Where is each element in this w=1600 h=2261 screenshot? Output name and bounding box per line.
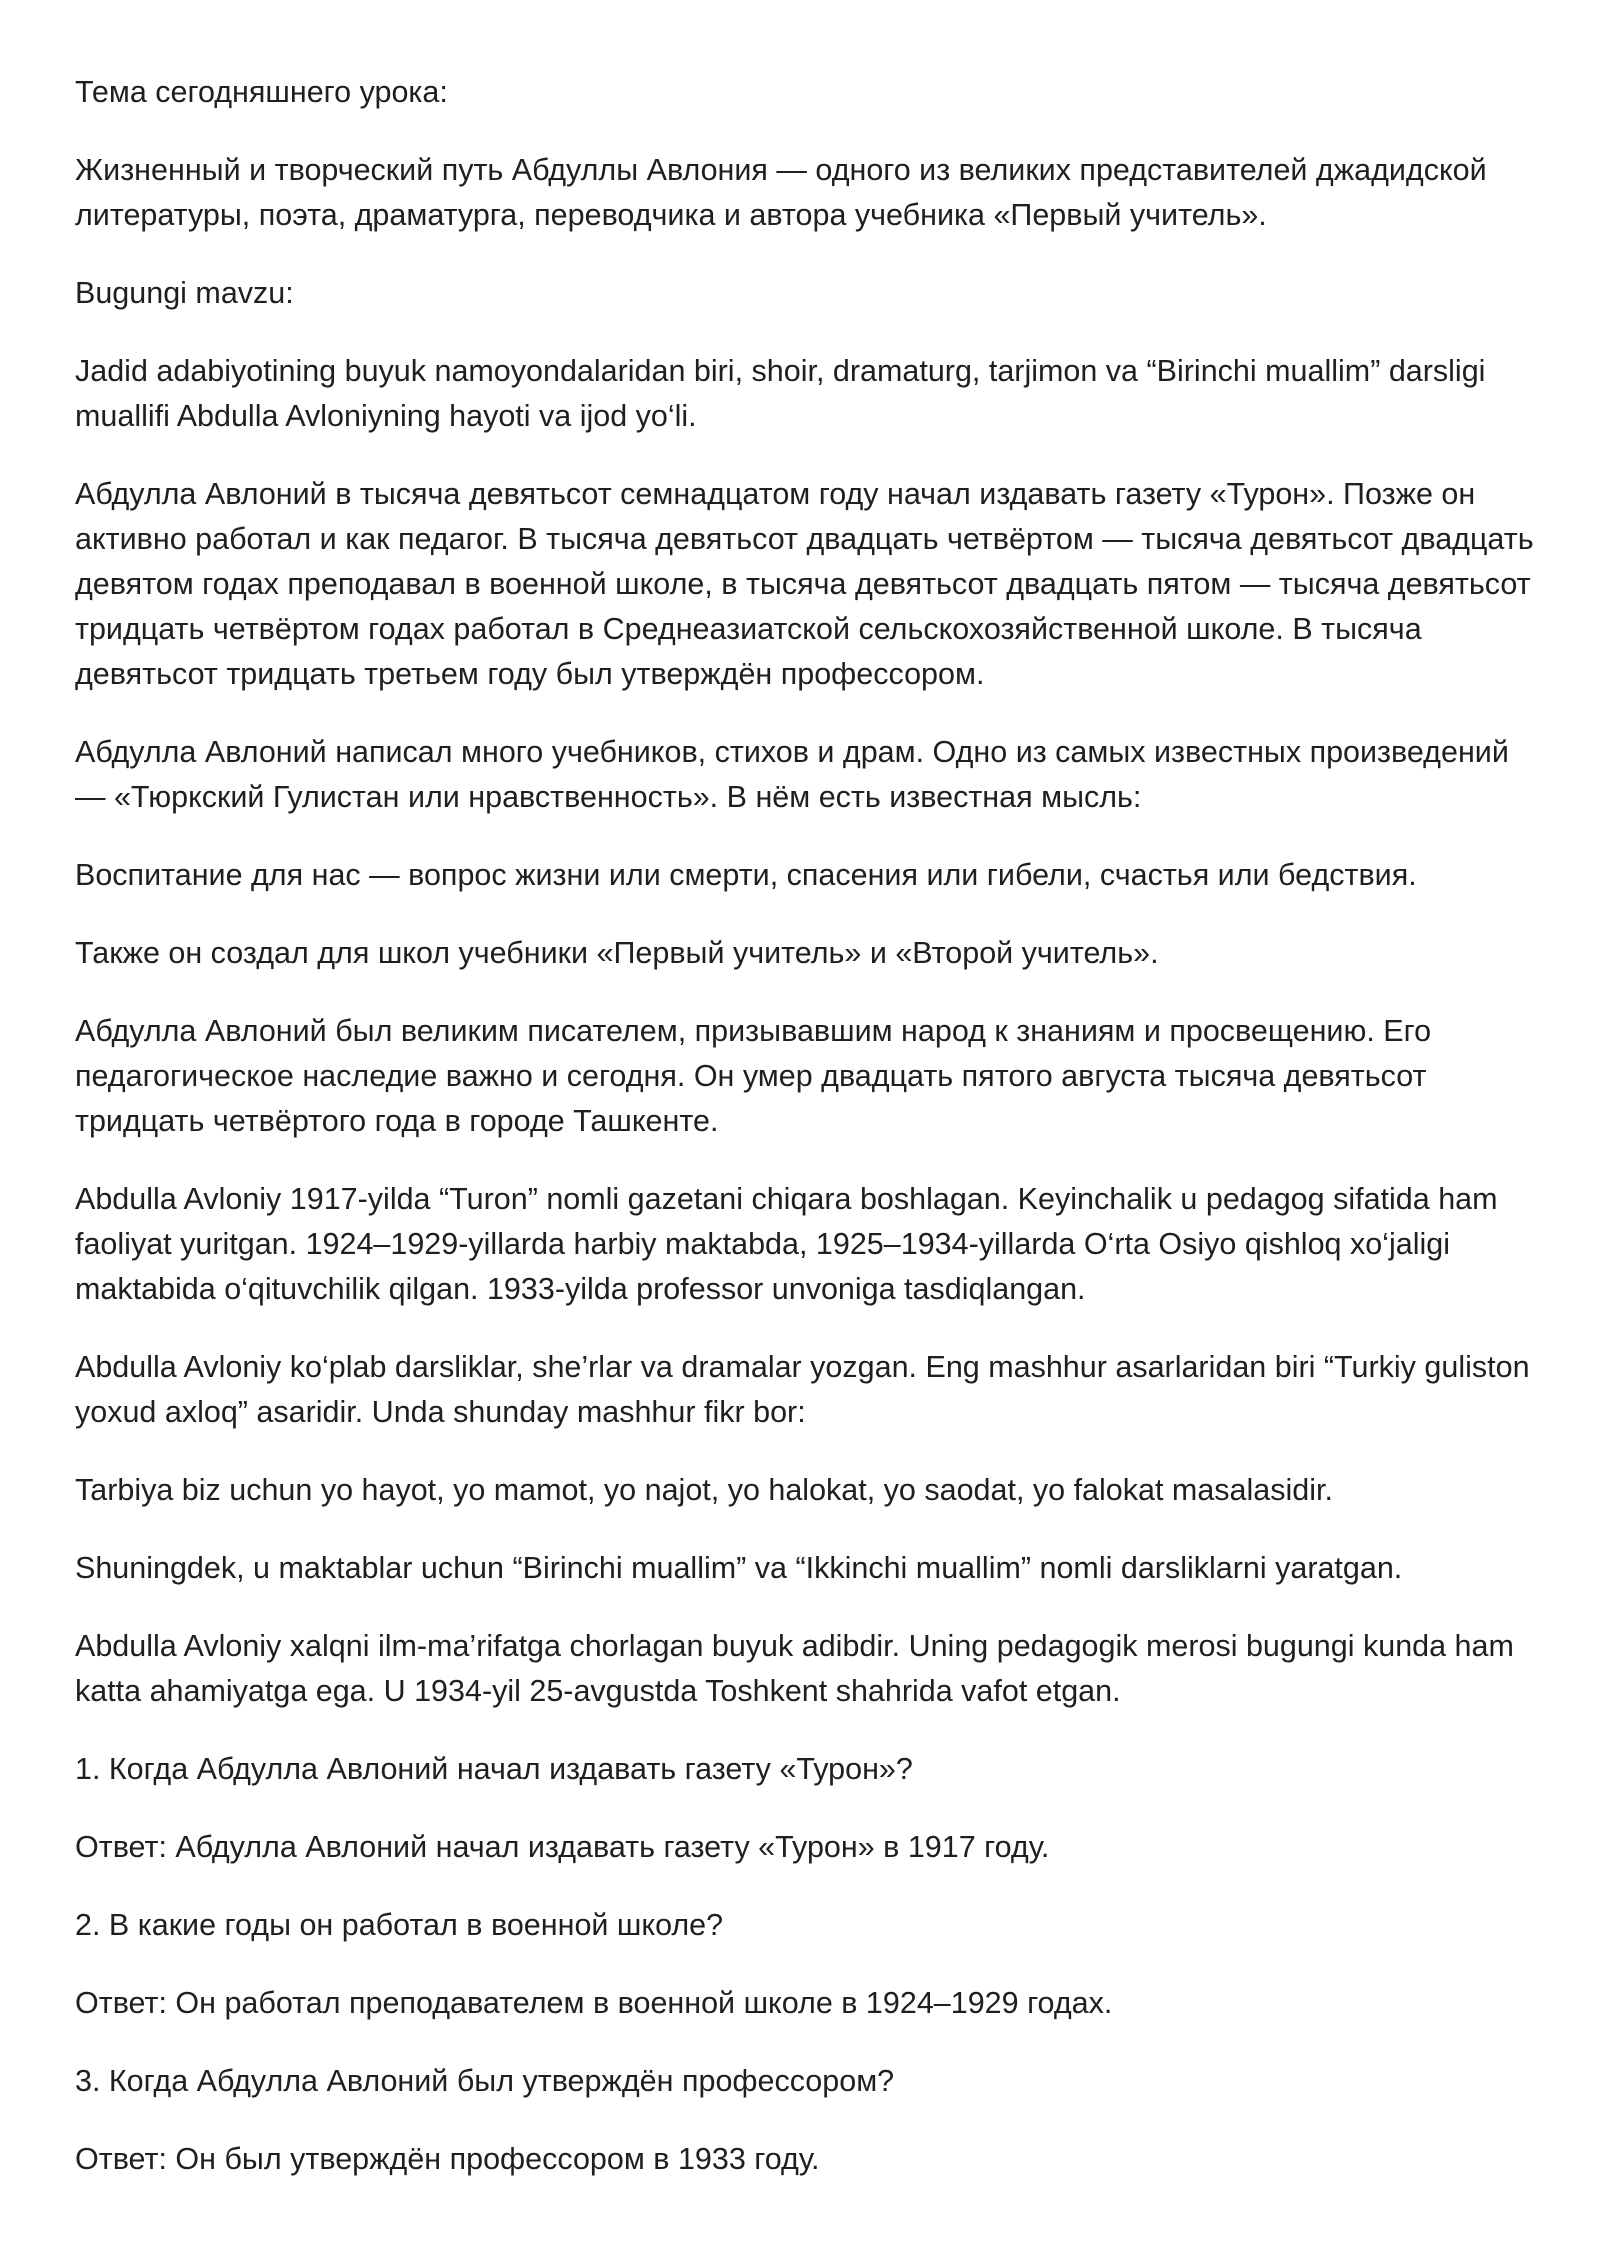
works-paragraph-uz: Abdulla Avloniy ko‘plab darsliklar, she’rlar va dramalar yozgan. Eng mashhur asarlaridan biri “Turkiy guliston yoxud axloq” asaridir. Unda shunday mashhur fikr bor: [75,1350,1530,1429]
quote-paragraph-uz: Tarbiya biz uchun yo hayot, yo mamot, yo najot, yo halokat, yo saodat, yo falokat masalasidir. [75,1473,1333,1507]
quote-paragraph-ru: Воспитание для нас — вопрос жизни или смерти, спасения или гибели, счастья или бедствия. [75,858,1417,892]
lesson-topic-text-ru: Жизненный и творческий путь Абдуллы Авлония — одного из великих представителей джадидской литературы, поэта, драматурга, переводчика и автора учебника «Первый учитель». [75,153,1487,232]
textbooks-paragraph-uz: Shuningdek, u maktablar uchun “Birinchi muallim” va “Ikkinchi muallim” nomli darsliklarni yaratgan. [75,1551,1403,1585]
lesson-topic-label-ru: Тема сегодняшнего урока: [75,75,448,109]
legacy-paragraph-uz: Abdulla Avloniy xalqni ilm-ma’rifatga chorlagan buyuk adibdir. Uning pedagogik merosi bugungi kunda ham katta ahamiyatga ega. U 1934-yil 25-avgustda Toshkent shahrida vafot etgan. [75,1629,1514,1708]
answer-3: Ответ: Он был утверждён профессором в 1933 году. [75,2142,820,2176]
textbooks-paragraph-ru: Также он создал для школ учебники «Первый учитель» и «Второй учитель». [75,936,1159,970]
works-paragraph-ru: Абдулла Авлоний написал много учебников, стихов и драм. Одно из самых известных произведений — «Тюркский Гулистан или нравственность». В нём есть известная мысль: [75,735,1509,814]
legacy-paragraph-ru: Абдулла Авлоний был великим писателем, призывавшим народ к знаниям и просвещению. Его педагогическое наследие важно и сегодня. Он умер двадцать пятого августа тысяча девятьсот тридцать четвёртого года в городе Ташкенте. [75,1014,1432,1138]
question-2: 2. В какие годы он работал в военной школе? [75,1908,724,1942]
answer-1: Ответ: Абдулла Авлоний начал издавать газету «Турон» в 1917 году. [75,1830,1050,1864]
question-3: 3. Когда Абдулла Авлоний был утверждён профессором? [75,2064,895,2098]
biography-paragraph-uz: Abdulla Avloniy 1917-yilda “Turon” nomli gazetani chiqara boshlagan. Keyinchalik u pedagog sifatida ham faoliyat yuritgan. 1924–1929-yillarda harbiy maktabda, 1925–1934-yillarda O‘rta Osiyo qishloq xo‘jaligi maktabida o‘qituvchilik qilgan. 1933-yilda professor unvoniga tasdiqlangan. [75,1182,1498,1306]
answer-2: Ответ: Он работал преподавателем в военной школе в 1924–1929 годах. [75,1986,1113,2020]
biography-paragraph-ru: Абдулла Авлоний в тысяча девятьсот семнадцатом году начал издавать газету «Турон». Позже он активно работал и как педагог. В тысяча девятьсот двадцать четвёртом — тысяча девятьсот двадцать девятом годах преподавал в военной школе, в тысяча девятьсот двадцать пятом — тысяча девятьсот тридцать четвёртом годах работал в Среднеазиатской сельскохозяйственной школе. В тысяча девятьсот тридцать третьем году был утверждён профессором. [75,477,1534,691]
lesson-topic-label-uz: Bugungi mavzu: [75,276,294,310]
lesson-topic-text-uz: Jadid adabiyotining buyuk namoyondalaridan biri, shoir, dramaturg, tarjimon va “Birinchi muallim” darsligi muallifi Abdulla Avloniyning hayoti va ijod yo‘li. [75,354,1486,433]
document-page [75,70,1545,2215]
question-1: 1. Когда Абдулла Авлоний начал издавать газету «Турон»? [75,1752,913,1786]
